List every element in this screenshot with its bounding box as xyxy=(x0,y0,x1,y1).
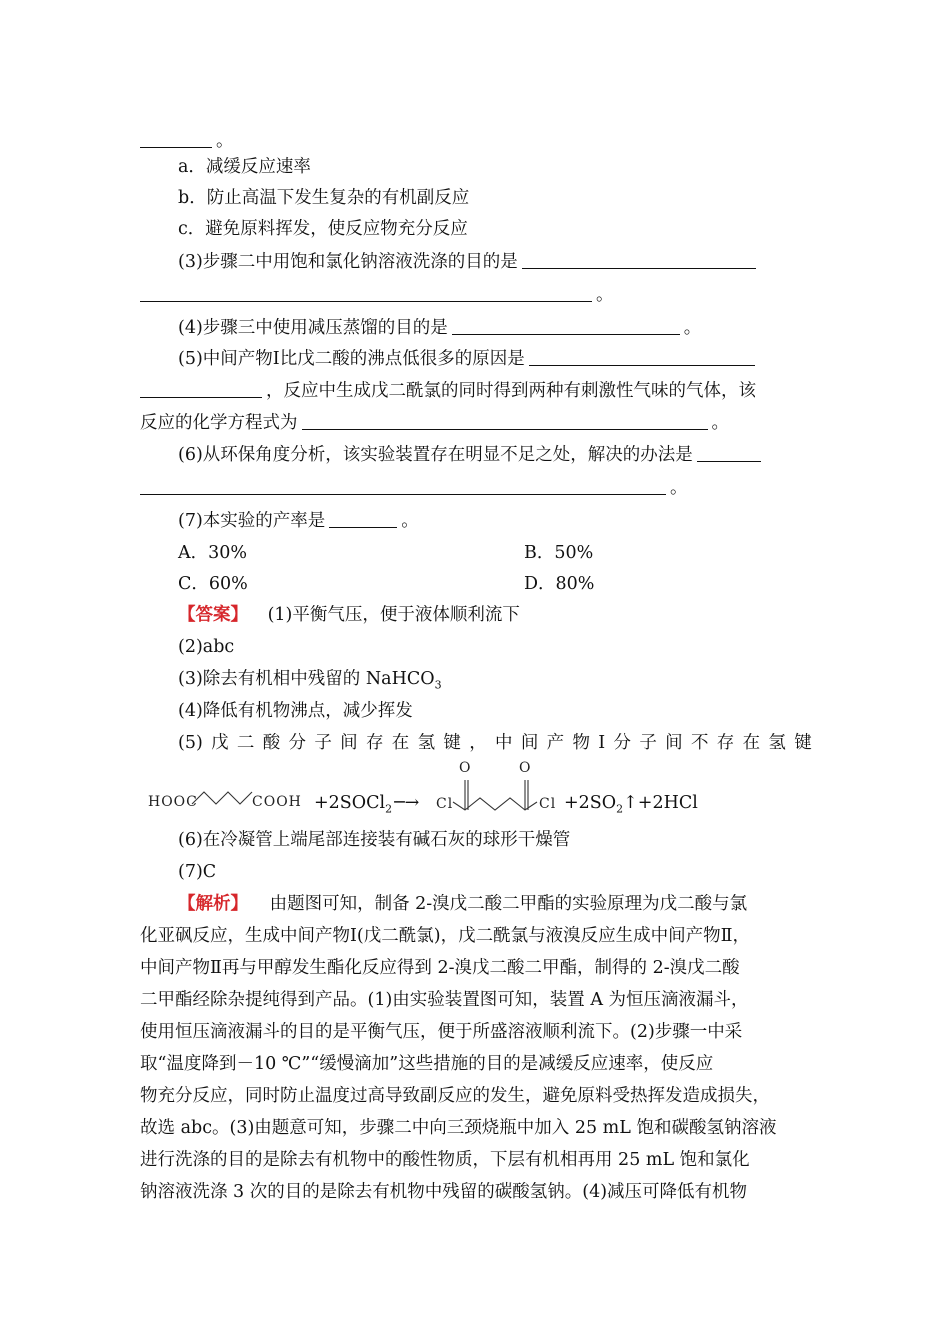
answer-blank xyxy=(697,443,761,462)
analysis-line: 取“温度降到－10 ℃”“缓慢滴加”这些措施的目的是减缓反应速率，使反应 xyxy=(140,1054,714,1074)
answer-blank xyxy=(529,347,755,366)
option-c: c．避免原料挥发，使反应物充分反应 xyxy=(178,219,468,239)
answer-blank xyxy=(522,250,756,269)
question-5: (5)中间产物Ⅰ比戊二酸的沸点低很多的原因是 xyxy=(178,346,755,372)
products: $+2SO_2↑+2HCl$ xyxy=(564,793,698,816)
answer-blank xyxy=(140,379,262,398)
question-3-line2: 。 xyxy=(140,282,614,308)
answer-blank xyxy=(452,316,680,335)
question-7: (7)本实验的产率是 。 xyxy=(178,511,419,531)
reagent-socl2: +2SOCl$_2$ ─→ xyxy=(314,793,420,816)
chemical-equation: HOOC COOH +2SOCl$_2$ ─→ O O Cl Cl $+2SO_2↑+2HCl$ xyxy=(140,758,812,818)
answer-5: (5) 戊 二 酸 分 子 间 存 在 氢 键 ， 中 间 产 物 Ⅰ 分 子 间 不 存 在 氢 键 xyxy=(178,733,812,753)
answer-6: (6)在冷凝管上端尾部连接装有碱石灰的球形干燥管 xyxy=(178,830,571,850)
analysis-line: 中间产物Ⅱ再与甲醇发生酯化反应得到 2-溴戊二酸二甲酯，制得的 2-溴戊二酸 xyxy=(140,958,740,978)
analysis-line: 物充分反应，同时防止温度过高导致副反应的发生，避免原料受热挥发造成损失， xyxy=(140,1086,770,1106)
q7-options-row1 xyxy=(178,540,778,566)
question-6: (6)从环保角度分析，该实验装置存在明显不足之处，解决的办法是 xyxy=(178,442,761,468)
analysis-line: 故选 abc。(3)由题意可知，步骤二中向三颈烧瓶中加入 25 mL 饱和碳酸氢钠溶液 xyxy=(140,1118,777,1138)
answer-label: 【答案】 xyxy=(178,605,248,625)
structure-diagram xyxy=(140,758,812,818)
answer-blank xyxy=(140,476,666,495)
option-C: C．60% xyxy=(178,574,248,594)
answer-blank xyxy=(302,411,708,430)
question-4: (4)步骤三中使用减压蒸馏的目的是 。 xyxy=(178,318,702,338)
option-a: a．减缓反应速率 xyxy=(178,157,311,177)
answer-blank xyxy=(329,509,397,528)
answer-3: (3)除去有机相中残留的 NaHCO$_3$ xyxy=(178,669,442,692)
answer-7: (7)C xyxy=(178,862,217,882)
question-5-line2: ，反应中生成戊二酰氯的同时得到两种有刺激性气味的气体，该 xyxy=(140,378,756,404)
analysis-line: 钠溶液洗涤 3 次的目的是除去有机物中残留的碳酸氢钠。(4)减压可降低有机物 xyxy=(140,1182,748,1202)
option-b: b．防止高温下发生复杂的有机副反应 xyxy=(178,188,470,208)
analysis-line: 化亚砜反应，生成中间产物Ⅰ(戊二酰氯)，戊二酰氯与液溴反应生成中间产物Ⅱ， xyxy=(140,926,750,946)
analysis-line: 使用恒压滴液漏斗的目的是平衡气压，便于所盛溶液顺利流下。(2)步骤一中采 xyxy=(140,1022,743,1042)
answer-1: 【答案】 (1)平衡气压，便于液体顺利流下 xyxy=(178,605,520,625)
answer-4: (4)降低有机物沸点，减少挥发 xyxy=(178,701,413,721)
analysis-label: 【解析】 xyxy=(178,894,248,914)
q7-options-row2 xyxy=(178,571,778,597)
option-A: A．30% xyxy=(178,543,248,563)
analysis-line: 二甲酯经除杂提纯得到产品。(1)由实验装置图可知，装置 A 为恒压滴液漏斗， xyxy=(140,990,749,1010)
analysis-line: 进行洗涤的目的是除去有机物中的酸性物质，下层有机相再用 25 mL 饱和氯化 xyxy=(140,1150,750,1170)
question-5-line3: 反应的化学方程式为 。 xyxy=(140,413,729,433)
answer-blank xyxy=(140,283,592,302)
question-3: (3)步骤二中用饱和氯化钠溶液洗涤的目的是 xyxy=(178,249,756,275)
analysis-first-line: 【解析】 由题图可知，制备 2-溴戊二酸二甲酯的实验原理为戊二酸与氯 xyxy=(178,894,748,914)
q2-continuation: 。 xyxy=(140,128,234,154)
question-6-line2: 。 xyxy=(140,475,688,501)
answer-blank xyxy=(140,129,212,148)
option-B: B．50% xyxy=(524,543,594,563)
option-D: D．80% xyxy=(524,574,595,594)
answer-2: (2)abc xyxy=(178,637,235,657)
